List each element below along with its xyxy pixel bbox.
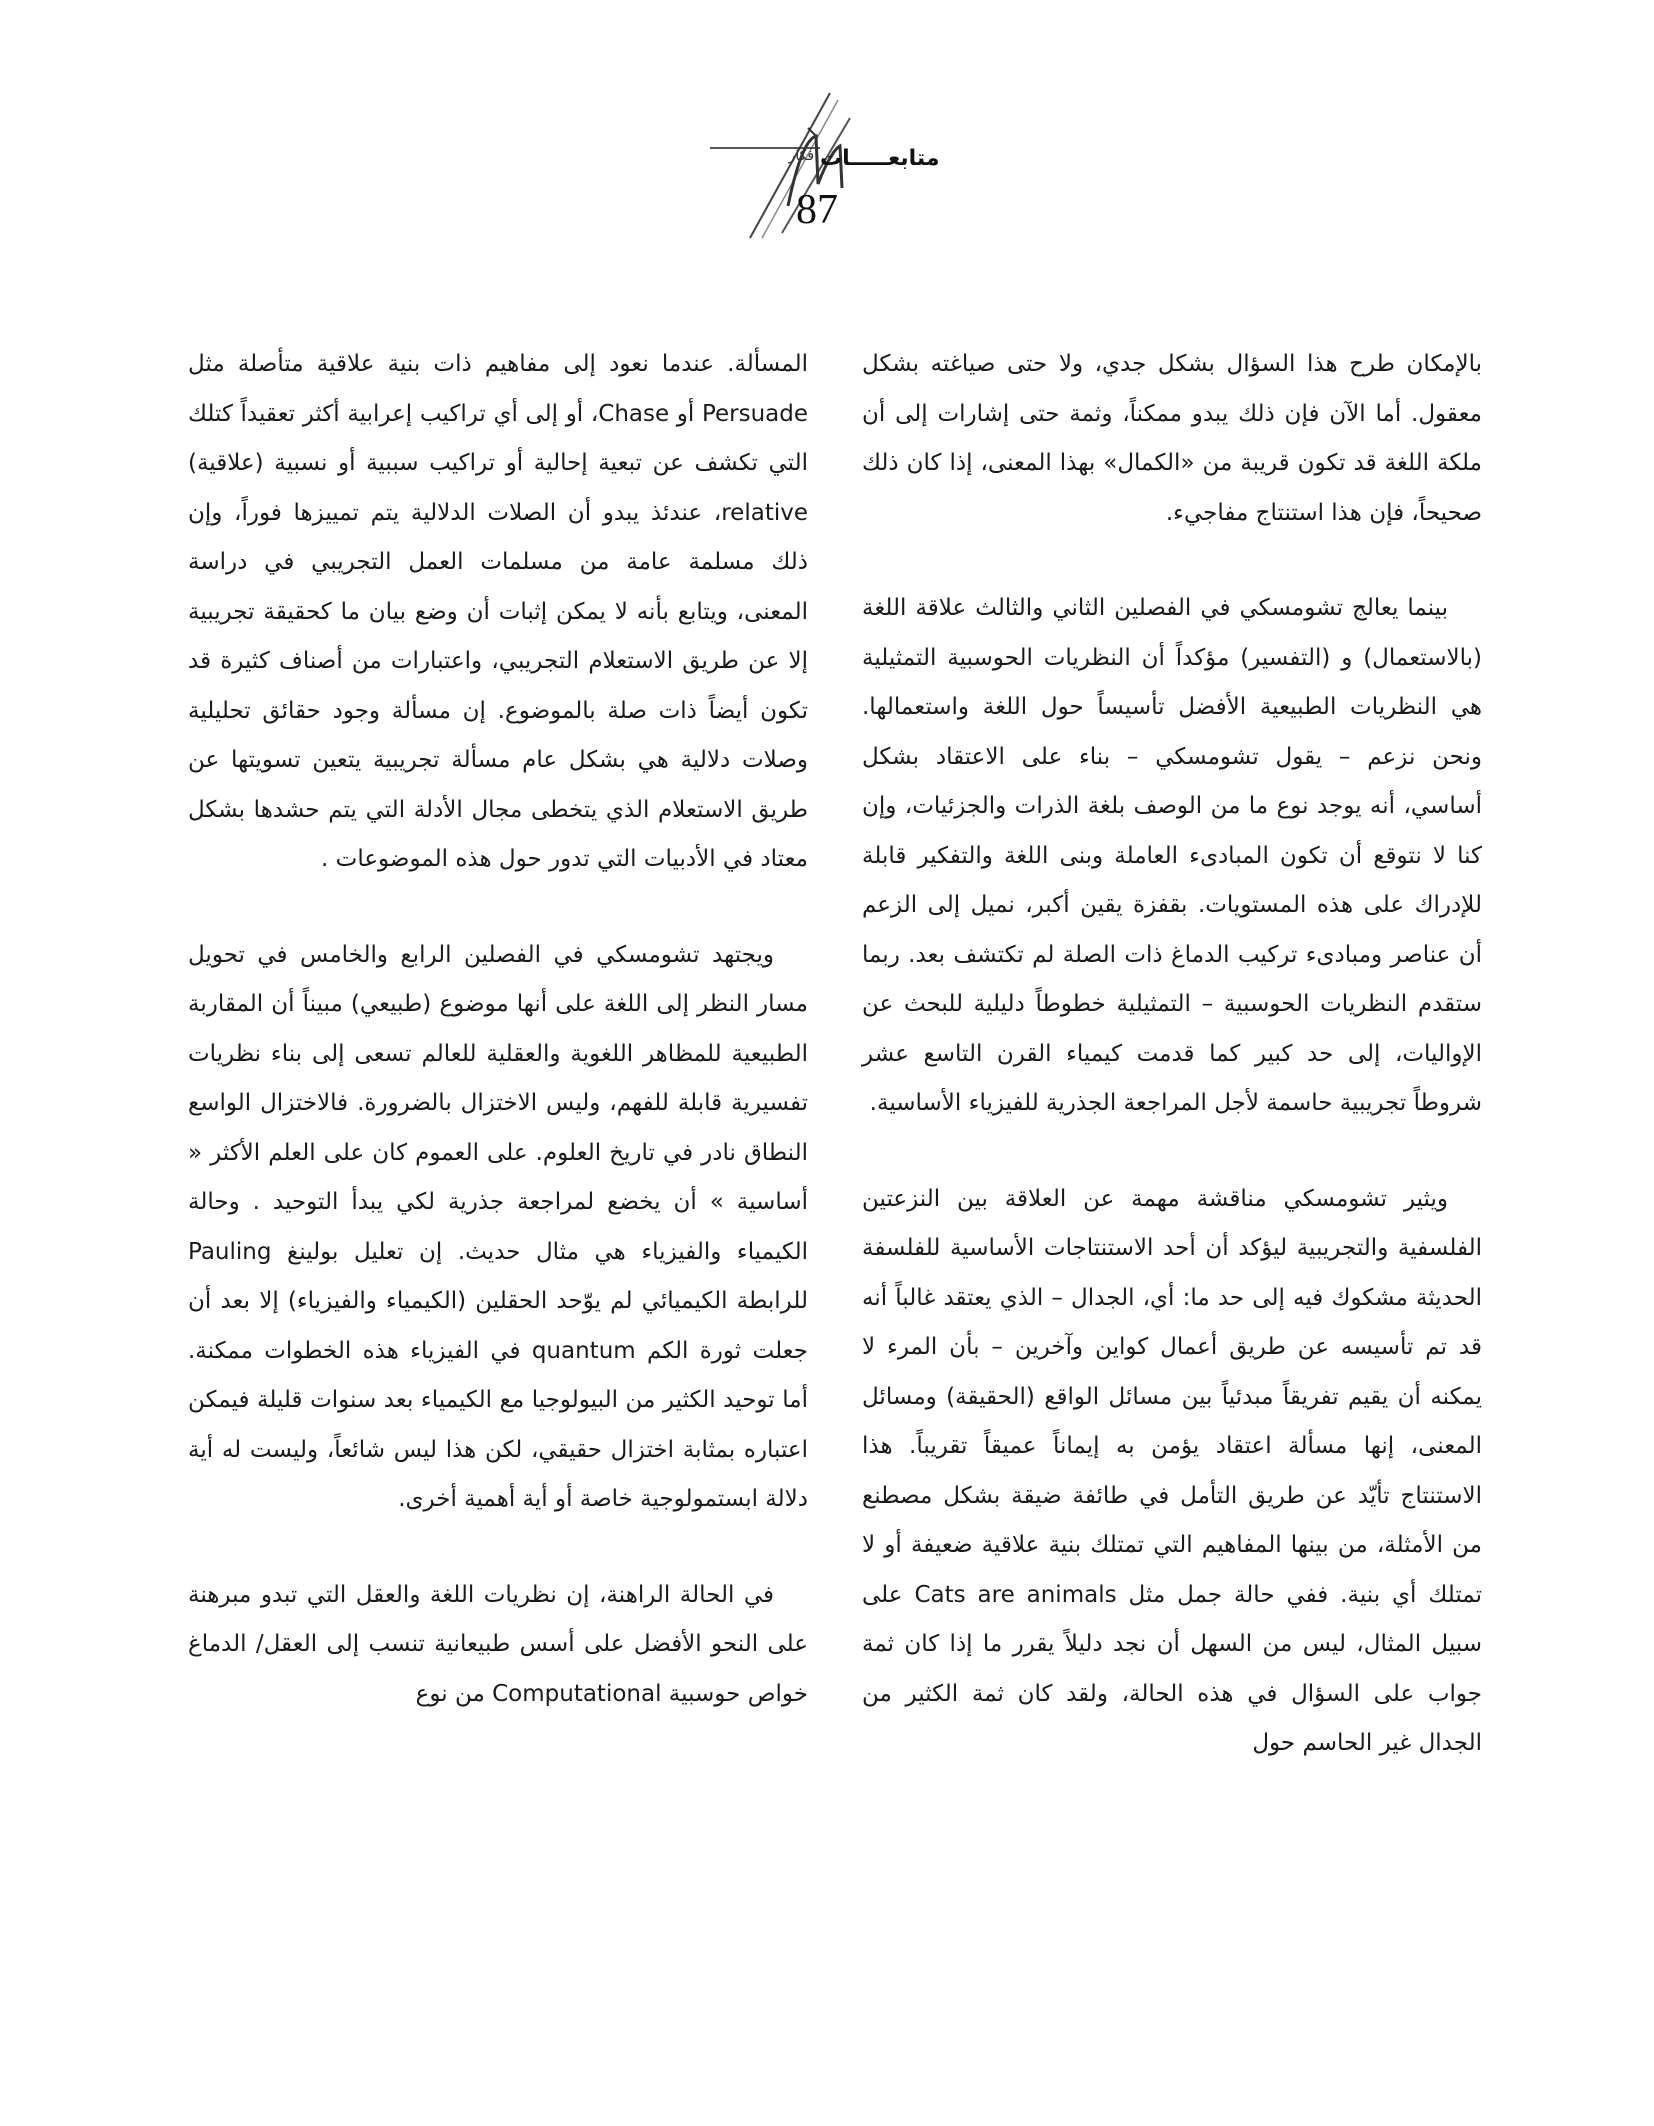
- right-paragraph-3: ويثير تشومسكي مناقشة مهمة عن العلاقة بين النزعتين الفلسفية والتجريبية ليؤكد أن أحد الاستنتاجات الأساسية للفلسفة الحديثة مشكوك فيه إلى حد ما: أي، الجدال – الذي يعتقد غالباً أنه قد تم تأسيسه عن طريق أعمال كواين وآخرين – بأن المرء لا يمكنه أن يقيم تفريقاً مبدئياً بين مسائل الواقع (الحقيقة) ومسائل المعنى، إنها مسألة اعتقاد يؤمن به إيماناً عميقاً تقريباً. هذا الاستنتاج تأيّد عن طريق التأمل في طائفة ضيقة بشكل مصطنع من الأمثلة، من بينها المفاهيم التي تمتلك بنية علاقية ضعيفة أو لا تمتلك أي بنية. ففي حالة جمل مثل Cats are animals على سبيل المثال، ليس من السهل أن نجد دليلاً يقرر ما إذا كان ثمة جواب على السؤال في هذه الحالة، ولقد كان ثمة الكثير من الجدال غير الحاسم حول: [862, 1185, 1482, 1756]
- section-label: متابعـــــات: [820, 146, 940, 171]
- left-paragraph-2: ويجتهد تشومسكي في الفصلين الرابع والخامس في تحويل مسار النظر إلى اللغة على أنها موضوع (طبيعي) مبيناً أن المقاربة الطبيعية للمظاهر اللغوية والعقلية للعالم تسعى إلى بناء نظريات تفسيرية قابلة للفهم، وليس الاختزال بالضرورة. فالاختزال الواسع النطاق نادر في تاريخ العلوم. على العموم كان على العلم الأكثر « أساسية » أن يخضع لمراجعة جذرية لكي يبدأ التوحيد . وحالة الكيمياء والفيزياء هي مثال حديث. إن تعليل بولينغ Pauling للرابطة الكيميائي لم يوّحد الحقلين (الكيمياء والفيزياء) إلا بعد أن جعلت ثورة الكم quantum في الفيزياء هذه الخطوات ممكنة. أما توحيد الكثير من البيولوجيا مع الكيمياء بعد سنوات قليلة فيمكن اعتباره بمثابة اختزال حقيقي، لكن هذا ليس شائعاً، وليست له أية دلالة ابستمولوجية خاصة أو أية أهمية أخرى.: [188, 941, 808, 1512]
- left-column: [188, 340, 808, 1719]
- right-column: [862, 340, 1482, 1769]
- right-paragraph-1: بالإمكان طرح هذا السؤال بشكل جدي، ولا حتى صياغته بشكل معقول. أما الآن فإن ذلك يبدو ممكناً، وثمة حتى إشارات إلى أن ملكة اللغة قد تكون قريبة من «الكمال» بهذا المعنى، إذا كان ذلك صحيحاً، فإن هذا استنتاج مفاجيء.: [862, 351, 1482, 526]
- left-paragraph-1: المسألة. عندما نعود إلى مفاهيم ذات بنية علاقية متأصلة مثل Persuade أو Chase، أو إلى أي تراكيب إعرابية أكثر تعقيداً كتلك التي تكشف عن تبعية إحالية أو تراكيب سببية أو نسبية (علاقية) relative، عندئذ يبدو أن الصلات الدلالية يتم تمييزها فوراً، وإن ذلك مسلمة عامة من مسلمات العمل التجريبي في دراسة المعنى، ويتابع بأنه لا يمكن إثبات أن وضع بيان ما كحقيقة تجريبية إلا عن طريق الاستعلام التجريبي، واعتبارات من أصناف كثيرة قد تكون أيضاً ذات صلة بالموضوع. إن مسألة وجود حقائق تحليلية وصلات دلالية هي بشكل عام مسألة تجريبية يتعين تسويتها عن طريق الاستعلام الذي يتخطى مجال الأدلة التي يتم حشدها بشكل معتاد في الأدبيات التي تدور حول هذه الموضوعات .: [188, 351, 808, 872]
- logo-text: أفكار: [788, 148, 818, 164]
- right-paragraph-2: بينما يعالج تشومسكي في الفصلين الثاني والثالث علاقة اللغة (بالاستعمال) و (التفسير) مؤكداً أن النظريات الحوسبية التمثيلية هي النظريات الطبيعية الأفضل تأسيساً حول اللغة واستعمالها. ونحن نزعم – يقول تشومسكي – بناء على الاعتقاد بشكل أساسي، أنه يوجد نوع ما من الوصف بلغة الذرات والجزئيات، وإن كنا لا نتوقع أن تكون المبادىء العاملة وبنى اللغة والتفكير قابلة للإدراك على هذه المستويات. بقفزة يقين أكبر، نميل إلى الزعم أن عناصر ومبادىء تركيب الدماغ ذات الصلة لم تكتشف بعد. ربما ستقدم النظريات الحوسبية – التمثيلية خطوطاً دليلية للبحث عن الإواليات، إلى حد كبير كما قدمت كيمياء القرن التاسع عشر شروطاً تجريبية حاسمة لأجل المراجعة الجذرية للفيزياء الأساسية.: [862, 595, 1482, 1116]
- left-paragraph-3: في الحالة الراهنة، إن نظريات اللغة والعقل التي تبدو مبرهنة على النحو الأفضل على أسس طبيعانية تنسب إلى العقل/ الدماغ خواص حوسبية Computational من نوع: [188, 1581, 808, 1707]
- page-header: [690, 88, 990, 248]
- page-number: 87: [796, 187, 838, 233]
